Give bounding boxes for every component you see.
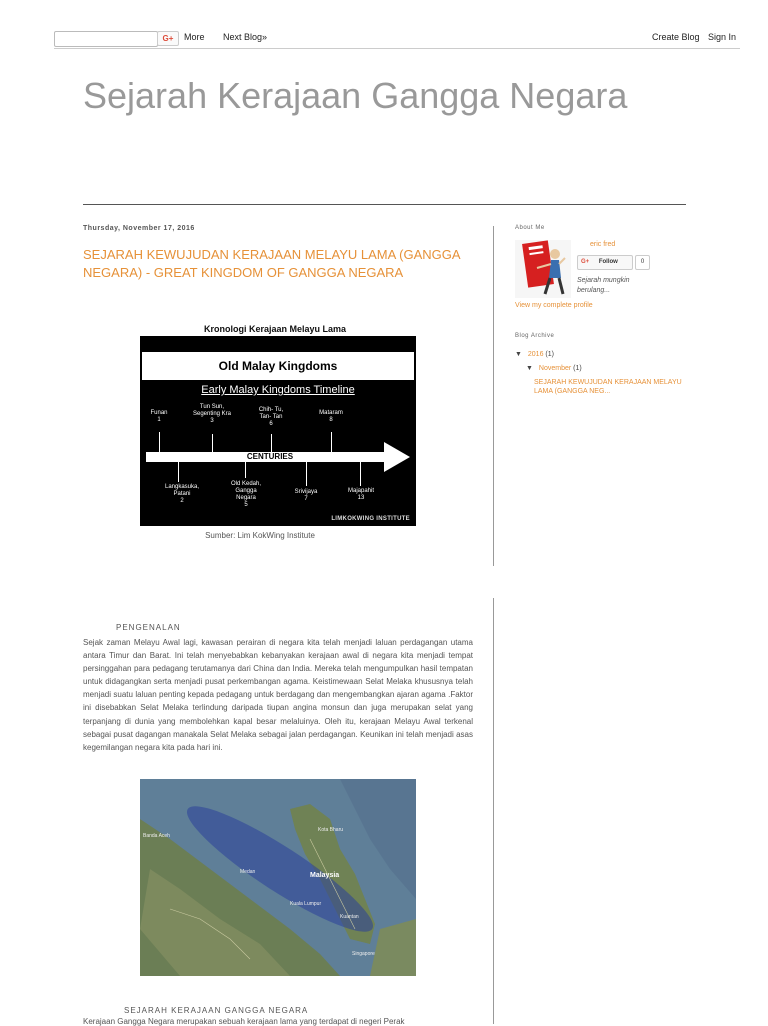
timeline-label: Majapahit 13	[347, 488, 374, 501]
timeline-tick	[178, 462, 179, 482]
map-label: Kota Bharu	[318, 827, 344, 833]
navbar-divider	[54, 48, 740, 49]
strait-map-image[interactable]	[140, 779, 416, 976]
figure-source: Sumber: Lim KokWing Institute	[205, 531, 315, 540]
gplus-share-button[interactable]: G+	[157, 31, 179, 46]
timeline-label: Funan 1	[150, 410, 168, 423]
timeline-tick	[245, 462, 246, 478]
map-label: Malaysia	[310, 872, 340, 879]
archive-heading: Blog Archive	[515, 333, 555, 339]
post-date: Thursday, November 17, 2016	[83, 225, 195, 232]
figure-title: Kronologi Kerajaan Melayu Lama	[203, 324, 347, 334]
timeline-label: Mataram 8	[319, 410, 343, 423]
timeline-subtitle: Early Malay Kingdoms Timeline	[201, 384, 355, 396]
create-blog-link[interactable]: Create Blog	[652, 32, 700, 42]
timeline-label: Tun Sun, Segenting Kra 3	[192, 404, 232, 424]
map-graphic	[140, 779, 416, 976]
intro-paragraph: Sejak zaman Melayu Awal lagi, kawasan perairan di negara kita telah menjadi laluan perdagangan utama antara Timur dan Barat. Ini telah menyebabkan kebanyakan kerajaan awal di negara kita menjadi tempat persinggahan para pedagang terutamanya dari China dan India. Mereka telah mengumpulkan hasil tempatan untuk didagangkan serta menjadi pusat perkembangan agama. Keistimewaan Selat Melaka khususnya telah menjadi suatu laluan penting kepada pedagang untuk berdagang dan mengembangkan ajaran agama .Faktor ini disebabkan Selat Melaka terlindung daripada tiupan angina monsun dan juga merupakan selat yang terpanjang di dunia yang membolehkan kapal besar melaluinya. Oleh itu, kerajaan Melayu Awal terkenal sebagai pusat dagangan manakala Selat Melaka sebagai jalan perdagangan. Keunikan ini telah menjadi asas kegemilangan negara kita pada hari ini.	[83, 638, 473, 752]
expand-triangle-icon[interactable]: ▼	[515, 351, 522, 358]
timeline-axis-label: CENTURIES	[246, 452, 294, 461]
archive-year-row[interactable]	[515, 351, 554, 358]
institute-logo: LIMKOKWING INSTITUTE	[331, 516, 410, 522]
archive-month-row[interactable]	[526, 365, 582, 372]
author-name-link[interactable]: eric fred	[590, 241, 616, 248]
timeline-arrowhead	[384, 442, 410, 472]
timeline-label: Langkasuka, Patani 2	[164, 484, 200, 504]
map-label: Singapore	[352, 951, 375, 957]
next-blog-link[interactable]: Next Blog»	[223, 32, 268, 42]
gplus-icon: G+	[581, 259, 590, 265]
follow-button[interactable]	[577, 255, 633, 270]
more-link[interactable]: More	[184, 32, 205, 42]
timeline-tick	[271, 434, 272, 452]
post-title[interactable]: SEJARAH KEWUJUDAN KERAJAAN MELAYU LAMA (GANGGA NEGARA) - GREAT KINGDOM OF GANGGA NEGARA	[83, 247, 460, 280]
view-profile-link[interactable]: View my complete profile	[515, 302, 593, 309]
intro-heading: PENGENALAN	[116, 623, 181, 632]
timeline-tick	[306, 462, 307, 486]
archive-post-link[interactable]: SEJARAH KEWUJUDAN KERAJAAN MELAYU LAMA (GANGGA NEG...	[534, 379, 682, 395]
author-description: Sejarah mungkin berulang...	[577, 277, 630, 294]
timeline-tick	[212, 434, 213, 452]
column-divider	[493, 226, 494, 566]
archive-year-link[interactable]: 2016	[527, 351, 544, 358]
sign-in-link[interactable]: Sign In	[708, 32, 737, 42]
timeline-image[interactable]	[140, 336, 416, 526]
timeline-label: Old Kedah, Gangga Negara 5	[230, 481, 262, 508]
navbar-search-input[interactable]	[54, 31, 158, 47]
follow-label: Follow	[598, 259, 618, 265]
timeline-label: Srivijaya 7	[294, 489, 318, 502]
column-divider	[493, 598, 494, 1024]
section2-heading: SEJARAH KERAJAAN GANGGA NEGARA	[124, 1006, 309, 1015]
about-heading: About Me	[515, 225, 545, 231]
map-label: Kuala Lumpur	[290, 901, 322, 907]
avatar-graphic	[515, 240, 571, 298]
timeline-tick	[360, 462, 361, 486]
archive-month-count: (1)	[573, 365, 582, 372]
blog-title[interactable]: Sejarah Kerajaan Gangga Negara	[83, 75, 628, 116]
archive-month-link[interactable]: November	[538, 365, 572, 372]
author-avatar[interactable]	[515, 240, 571, 298]
follower-count: 0	[635, 255, 650, 270]
archive-year-count: (1)	[545, 351, 554, 358]
map-label: Kuantan	[340, 914, 359, 920]
header-divider	[83, 204, 686, 205]
timeline-label: Chih- Tu, Tan- Tan 6	[258, 407, 284, 427]
timeline-tick	[331, 432, 332, 452]
blogger-navbar	[0, 0, 768, 48]
section2-paragraph: Kerajaan Gangga Negara merupakan sebuah kerajaan lama yang terdapat di negeri Perak	[83, 1017, 405, 1026]
timeline-header: Old Malay Kingdoms	[142, 352, 414, 380]
map-label: Banda Aceh	[143, 833, 170, 839]
timeline-tick	[159, 432, 160, 452]
expand-triangle-icon[interactable]: ▼	[526, 365, 533, 372]
map-label: Medan	[240, 869, 256, 875]
